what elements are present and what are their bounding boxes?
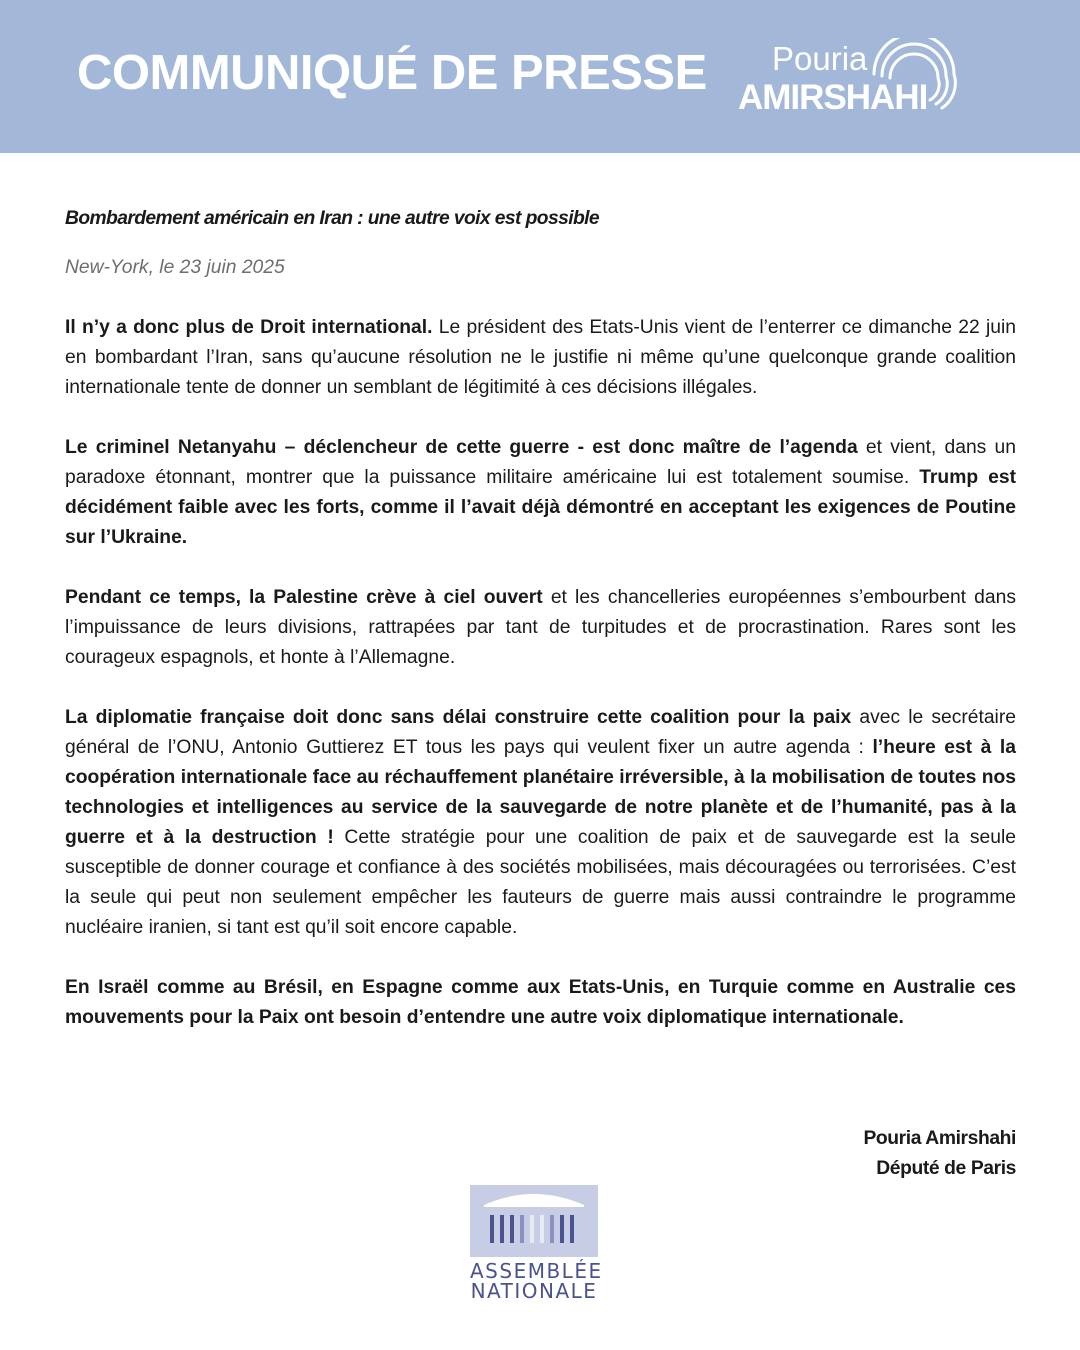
text-segment: et vient, dans un paradoxe étonnant, montrer que la puissance militaire américaine lui est totalement soumise. xyxy=(65,437,1016,488)
logo-line-1: ASSEMBLÉE xyxy=(470,1259,603,1283)
bold-text-segment: Pendant ce temps, la Palestine crève à ciel ouvert xyxy=(65,587,543,608)
dateline: New-York, le 23 juin 2025 xyxy=(65,257,285,278)
assemblee-nationale-logo xyxy=(470,1185,603,1303)
signature-role: Député de Paris xyxy=(876,1158,1016,1179)
bold-text-segment: l’heure est à la coopération internationale face au réchauffement planétaire irréversible, à la mobilisation de toutes nos technologies et intelligences au service de la sauvegarde de notre planète et de l’humanité, pas à la guerre et à la destruction ! xyxy=(65,737,1016,848)
text-segment: Cette stratégie pour une coalition de paix et de sauvegarde est la seule susceptible de donner courage et confiance à des sociétés mobilisées, mais découragées ou terrorisées. C’est la seule qui peut non seulement empêcher les fauteurs de guerre mais aussi contraindre le programme nucléaire iranien, si tant est qu’il soit encore capable. xyxy=(65,827,1016,938)
text-segment: Le président des Etats-Unis vient de l’enterrer ce dimanche 22 juin en bombardant l’Iran, sans qu’aucune résolution ne le justifie ni même qu’une quelconque grande coalition internationale tente de donner un semblant de légitimité à ces décisions illégales. xyxy=(65,317,1016,398)
paragraph xyxy=(65,973,1016,1033)
bold-text-segment: Le criminel Netanyahu – déclencheur de cette guerre - est donc maître de l’agenda xyxy=(65,437,858,458)
bold-text-segment: Il n’y a donc plus de Droit international. xyxy=(65,317,433,338)
brand-last-name: AMIRSHAHI xyxy=(738,78,928,117)
paragraphs xyxy=(65,313,1016,1033)
page-title: COMMUNIQUÉ DE PRESSE xyxy=(77,46,707,100)
brand-logo xyxy=(738,38,968,128)
signature-block xyxy=(863,1124,1016,1184)
bold-text-segment: En Israël comme au Brésil, en Espagne comme aux Etats-Unis, en Turquie comme en Australie ces mouvements pour la Paix ont besoin d’entendre une autre voix diplomatique internationale. xyxy=(65,977,1016,1028)
logo-line-2: NATIONALE xyxy=(470,1279,598,1303)
subject-line: Bombardement américain en Iran : une autre voix est possible xyxy=(65,208,600,229)
bold-text-segment: La diplomatie française doit donc sans délai construire cette coalition pour la paix xyxy=(65,707,852,728)
header-banner xyxy=(0,0,1080,153)
logo-box xyxy=(470,1185,598,1257)
paragraph xyxy=(65,313,1016,403)
text-segment: et les chancelleries européennes s’embourbent dans l’impuissance de leurs divisions, rattrapées par tant de turpitudes et de procrastination. Rares sont les courageux espagnols, et honte à l’Allemagne. xyxy=(65,587,1016,668)
signature-name: Pouria Amirshahi xyxy=(863,1128,1016,1149)
press-release-body xyxy=(65,203,1016,1033)
bold-text-segment: Trump est décidément faible avec les forts, comme il l’avait déjà démontré en acceptant les exigences de Poutine sur l’Ukraine. xyxy=(65,467,1016,548)
text-segment: avec le secrétaire général de l’ONU, Antonio Guttierez ET tous les pays qui veulent fixer un autre agenda : xyxy=(65,707,1016,758)
arcs-icon xyxy=(870,38,964,112)
assemblee-nationale-building-icon xyxy=(470,1185,598,1257)
paragraph xyxy=(65,433,1016,553)
paragraph xyxy=(65,583,1016,673)
paragraph xyxy=(65,703,1016,943)
brand-first-name: Pouria xyxy=(772,40,868,77)
